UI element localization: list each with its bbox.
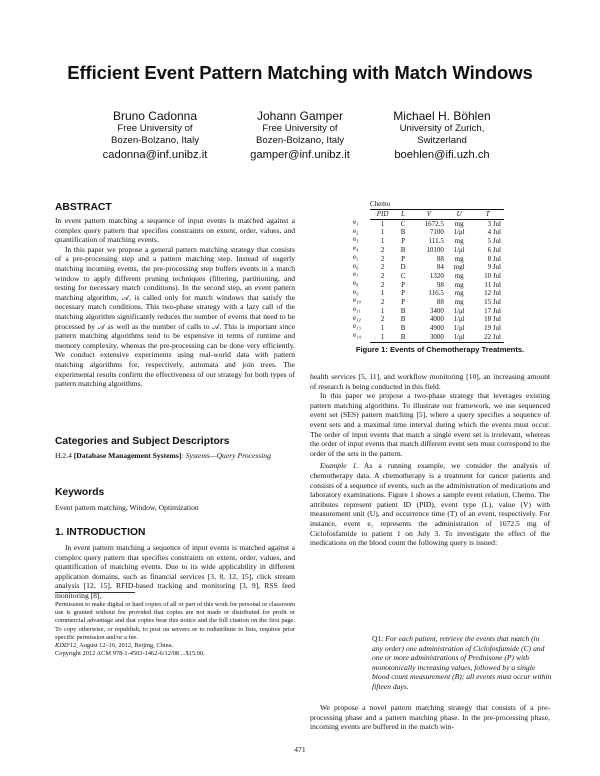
event-label: e₃: [353, 235, 359, 244]
author-email: cadonna@inf.unibz.it: [102, 148, 208, 161]
event-label: e₇: [353, 270, 359, 279]
table-cell: mg: [454, 271, 464, 280]
table-cell: P: [401, 280, 405, 289]
author-email: gamper@inf.unibz.it: [250, 148, 350, 161]
column-header: U: [447, 210, 471, 220]
table-cell: mg: [454, 298, 464, 307]
categories-heading: Categories and Subject Descriptors: [55, 436, 230, 447]
table-cell: 9 Jul: [487, 263, 501, 272]
table-cell: B: [400, 228, 406, 237]
table-cell: 1/μl: [453, 315, 465, 324]
keywords-body: Event pattern matching, Window, Optimization: [55, 503, 199, 512]
category-name: [Database Management Systems]: [73, 451, 182, 460]
table-cell: 1: [380, 219, 385, 228]
author-affiliation: Bozen-Bolzano, Italy: [111, 135, 199, 146]
table-row: [370, 219, 504, 228]
categories-body: [55, 451, 295, 461]
table-row: [370, 289, 504, 298]
table-cell: 84: [436, 263, 444, 272]
table-header-row: [370, 210, 504, 220]
table-cell: 2: [380, 280, 385, 289]
table-cell: 88: [436, 298, 444, 307]
table-cell: mg: [454, 254, 464, 263]
table-cell: P: [401, 289, 405, 298]
table-cell: C: [400, 219, 406, 228]
table-row: [370, 246, 504, 255]
table-row: [370, 333, 504, 342]
query-label: Q1:: [372, 634, 384, 643]
column-header: L: [395, 210, 411, 220]
table-cell: 4000: [429, 315, 444, 324]
table-cell: P: [401, 254, 405, 263]
paper-title: Efficient Event Pattern Matching with Match Windows: [67, 62, 533, 83]
table-cell: mg: [454, 237, 464, 246]
author-affiliation: Free University of: [117, 122, 193, 134]
table-cell: B: [395, 333, 411, 342]
example-text: As a running example, we consider the analysis of chemotherapy data. A chemotherapy is a treatment for cancer patients and consists of a sequence of events, such as the administration of medications and laboratory examinations. Figure 1 shows a sample event relation, Chemo. The attributes represent patient ID (PID), event type (L), value (V) with measurement unit (U), and occurrence time (T) of an event, respectively. For instance, event e₁ represents the administration of 1672.5 mg of Ciclofosfamide to patient 1 on July 3. To investigate the effect of the medications on the blood count the following query is issued:: [310, 461, 550, 548]
venue-name: KDD'12,: [55, 642, 78, 650]
right-paragraph: In this paper we propose a two-phase strategy that leverages existing pattern matching algorithms. To illustrate our framework, we use sequenced event set (SES) pattern matching [5], where a query specifies a sequence of event sets and a maximal time interval during which the events must occur. The order of input events that match a single event set is irrelevant, whereas the order of input events that match different event sets must correspond to the order of the sets in the pattern.: [310, 391, 550, 458]
table-cell: 1/μl: [453, 245, 465, 254]
table-cell: 17 Jul: [484, 306, 501, 315]
table-name: Chemo: [370, 200, 391, 208]
table-cell: 8 Jul: [487, 254, 501, 263]
right-column-bottom: [310, 703, 550, 732]
category-subject: : Systems—Query Processing: [181, 451, 271, 460]
table-cell: 2: [380, 254, 385, 263]
figure-caption: Figure 1: Events of Chemotherapy Treatments.: [355, 345, 525, 354]
table-cell: 15 Jul: [484, 298, 501, 307]
abstract-paragraph: In this paper we propose a general pattern matching strategy that consists of a pre-processing step and a pattern matching step. Instead of eagerly matching incoming events, the pre-processing step buffers events in a match window to apply different pruning techniques (filtering, partitioning, and testing for necessary match conditions). In the second step, an event pattern matching algorithm, 𝒜, is called only for match windows that satisfy the necessary match conditions. This two-phase strategy with a lazy call of the matching algorithm significantly reduces the number of events that need to be processed by 𝒜 as well as the number of calls to 𝒜. This is important since pattern matching algorithms tend to be expensive in terms of runtime and memory complexity, whereas the pre-processing can be done very efficiently. We conduct extensive experiments using real-world data with pattern matching algorithms for, respectively, automata and join trees. The experimental results confirm the effectiveness of our strategy for both types of pattern matching algorithms.: [55, 244, 295, 389]
table-cell: 1: [370, 333, 395, 342]
venue-details: August 12–16, 2012, Beijing, China.: [77, 642, 174, 650]
table-cell: 88: [436, 254, 444, 263]
table-row: [370, 298, 504, 307]
table-row: [370, 263, 504, 272]
example-paragraph: [310, 461, 550, 547]
table-cell: 116.5: [428, 289, 444, 298]
example-label: Example 1.: [320, 461, 359, 471]
table-cell: 7100: [429, 228, 444, 237]
table-cell: 1/μl: [453, 228, 465, 237]
table-row: [370, 255, 504, 264]
abstract-heading: ABSTRACT: [55, 202, 112, 213]
table-cell: 1: [380, 324, 385, 333]
event-label: e₅: [353, 252, 359, 261]
table-cell: 2: [380, 298, 385, 307]
table-cell: 6 Jul: [487, 245, 501, 254]
column-header: PID: [370, 210, 395, 220]
author-name: Bruno Cadonna: [112, 109, 198, 123]
table-cell: P: [401, 298, 405, 307]
table-cell: 1672.5: [424, 219, 444, 228]
venue-line: [55, 642, 295, 650]
page-number: 471: [294, 745, 306, 754]
abstract-body: [55, 216, 295, 389]
column-header: V: [411, 210, 447, 220]
table-cell: B: [400, 324, 406, 333]
category-code: H.2.4: [55, 451, 72, 460]
table-cell: 1: [380, 237, 385, 246]
footnote-divider: [55, 592, 135, 593]
table-cell: mg: [454, 219, 464, 228]
table-cell: 1/μl: [453, 324, 465, 333]
table-cell: 1: [380, 306, 385, 315]
table-cell: B: [400, 315, 406, 324]
event-label: e₄: [353, 244, 359, 253]
event-label: e₁₁: [353, 305, 361, 313]
table-cell: 11 Jul: [484, 280, 501, 289]
event-label: e₁₀: [353, 296, 361, 305]
table-cell: 12 Jul: [484, 289, 501, 298]
event-label: e₁₄: [353, 331, 361, 340]
table-cell: 1/μl: [453, 306, 465, 315]
right-paragraph: health services [5, 11], and workflow monitoring [10], an increasing amount of research is being conducted in this field.: [310, 372, 550, 391]
right-paragraph: We propose a novel pattern matching strategy that consists of a pre-processing phase and a pattern matching phase. In the pre-processing phase, incoming events are buffered in the match win-: [310, 703, 550, 732]
table-cell: 2: [380, 263, 385, 272]
table-cell: 10 Jul: [484, 271, 501, 280]
table-cell: C: [400, 271, 406, 280]
permission-text: Permission to make digital or hard copies of all or part of this work for personal or classroom use is granted without fee provided that copies are not made or distributed for profit or commercial advantage and that copies bear this notice and the full citation on the first page. To copy otherwise, or republish, to post on servers or to redistribute to lists, requires prior specific permission and/or a fee.: [55, 601, 295, 641]
query-q1: [372, 634, 552, 692]
event-label: e₁₃: [353, 322, 361, 331]
table-cell: P: [401, 237, 405, 246]
table-row: [370, 228, 504, 237]
table-cell: 111.5: [428, 237, 444, 246]
event-label: e₆: [353, 261, 359, 270]
table-cell: 4900: [429, 324, 444, 333]
table-cell: B: [400, 306, 406, 315]
introduction-paragraph: In event pattern matching a sequence of input events is matched against a complex query pattern that specifies constraints on extent, order, values, and quantification of matching events. Due to its wide applicability in different application domains, such as financial services [3, 8, 12, 15], click stream analysis [12, 15], RFID-based tracking and monitoring [3, 9], RSS feed monitoring [8],: [55, 543, 295, 600]
table-cell: 4 Jul: [487, 228, 501, 237]
right-column-top: [310, 372, 550, 548]
table-row: [370, 281, 504, 290]
table-cell: 18 Jul: [484, 315, 501, 324]
author-affiliation: Switzerland: [417, 135, 467, 146]
table-cell: D: [400, 263, 406, 272]
author-name: Michael H. Böhlen: [393, 109, 491, 123]
table-cell: 1: [380, 228, 385, 237]
table-cell: mg: [454, 289, 464, 298]
author-affiliation: Free University of: [262, 122, 338, 134]
table-row: [370, 307, 504, 316]
table-cell: 3400: [429, 306, 444, 315]
table-cell: 19 Jul: [484, 324, 501, 333]
table-row: [370, 315, 504, 324]
query-text: For each patient, retrieve the events that match (in any order) one administration of Ciclofosfamide (C) and one or more administrations of Prednisone (P) with monotonically increasing values, followed by a single blood count measurement (B); all events must occur within fifteen days.: [372, 634, 552, 691]
author-email: boehlen@ifi.uzh.ch: [394, 148, 490, 161]
event-label: e₁₂: [353, 313, 361, 322]
author-block-3: [352, 110, 532, 161]
chemo-table: [370, 209, 504, 343]
column-header: T: [471, 210, 504, 220]
event-label: e₂: [353, 226, 359, 235]
table-row: [370, 237, 504, 246]
table-cell: 3 Jul: [487, 219, 501, 228]
abstract-paragraph: In event pattern matching a sequence of input events is matched against a complex query pattern that specifies constraints on extent, order, values, and quantification of matching events.: [55, 216, 295, 245]
table-cell: B: [400, 245, 406, 254]
table-cell: 1320: [429, 271, 444, 280]
table-cell: 22 Jul: [471, 333, 504, 342]
event-label: e₉: [353, 287, 359, 296]
permission-notice: [55, 601, 295, 658]
table-cell: 2: [380, 245, 385, 254]
table-row: [370, 324, 504, 333]
author-name: Johann Gamper: [256, 109, 344, 123]
introduction-heading: 1. INTRODUCTION: [55, 527, 146, 538]
copyright-line: Copyright 2012 ACM 978-1-4503-1462-6/12/08 ...$15.00.: [55, 650, 205, 658]
table-cell: 98: [436, 280, 444, 289]
table-cell: mg: [454, 280, 464, 289]
author-affiliation: University of Zurich,: [399, 122, 485, 134]
event-label: e₈: [353, 278, 359, 287]
table-cell: 2: [380, 271, 385, 280]
event-label: e₁: [353, 218, 359, 226]
table-cell: 2: [380, 315, 385, 324]
table-cell: 5 Jul: [487, 237, 501, 246]
table-cell: 10100: [426, 245, 444, 254]
table-cell: 1: [380, 289, 385, 298]
author-affiliation: Bozen-Bolzano, Italy: [256, 135, 344, 146]
table-cell: 3000: [411, 333, 447, 342]
table-cell: mgl: [453, 263, 465, 272]
table-row: [370, 272, 504, 281]
keywords-heading: Keywords: [55, 487, 105, 498]
table-cell: 1/μl: [447, 333, 471, 342]
